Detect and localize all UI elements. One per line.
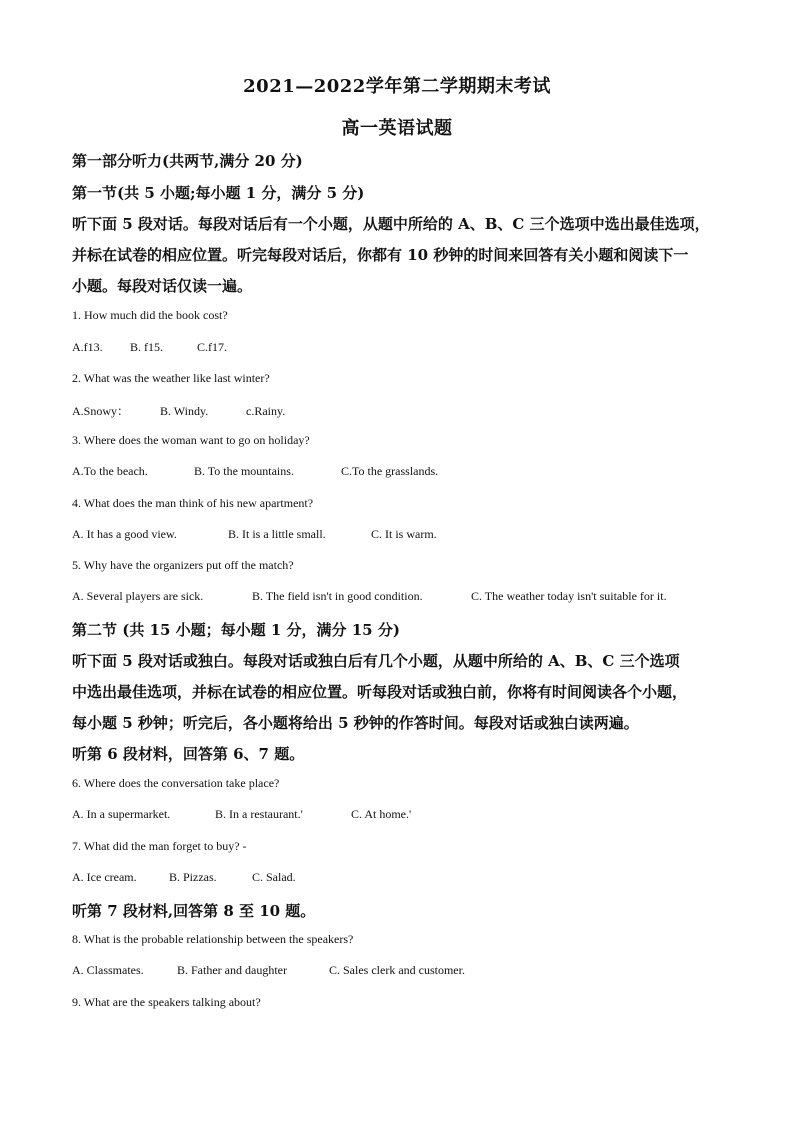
question-text: 1. How much did the book cost? [72,308,228,322]
question-text: 8. What is the probable relationship between the speakers? [72,932,354,946]
question-options [72,870,296,885]
question-text: 2. What was the weather like last winter? [72,371,270,385]
question-text: 7. What did the man forget to buy? - [72,839,247,853]
question-options [72,963,465,978]
section2-instruction-line: 每小题 5 秒钟；听完后，各小题将给出 5 秒钟的作答时间。每段对话或独白读两遍。 [72,714,639,732]
question-text: 6. Where does the conversation take place? [72,776,280,790]
option-c: C. Salad. [252,870,296,884]
option-c: c.Rainy. [246,404,286,418]
option-b: B. It is a little small. [228,527,326,541]
option-a: A. Several players are sick. [72,589,204,603]
section2-heading: 第二节 (共 15 小题；每小题 1 分，满分 15 分) [72,621,400,639]
option-c: C. Sales clerk and customer. [329,963,465,977]
option-a: A. It has a good view. [72,527,177,541]
option-a: A.f13. [72,340,103,354]
question-text: 5. Why have the organizers put off the match? [72,558,294,572]
option-c: C. The weather today isn't suitable for it. [471,589,667,603]
question-options [72,807,411,822]
section1-heading: 第一节(共 5 小题;每小题 1 分，满分 5 分) [72,184,365,202]
subject-title: 高一英语试题 [341,118,453,139]
question-options [72,464,438,479]
option-a: A.Snowy： [72,404,130,418]
option-c: C.f17. [197,340,227,354]
question-options [72,527,437,542]
question-options [72,402,285,419]
option-c: C. At home.' [351,807,412,821]
section1-instruction-line: 小题。每段对话仅读一遍。 [72,277,253,295]
option-a: A.To the beach. [72,464,148,478]
section2-instruction-line: 听下面 5 段对话或独白。每段对话或独白后有几个小题，从题中所给的 A、B、C 三个选项 [72,652,680,670]
option-c: C. It is warm. [371,527,437,541]
material6-heading: 听第 6 段材料，回答第 6、7 题。 [72,745,305,763]
section1-instruction-line: 并标在试卷的相应位置。听完每段对话后，你都有 10 秒钟的时间来回答有关小题和阅读下一 [72,246,689,264]
question-text: 9. What are the speakers talking about? [72,995,261,1009]
material7-heading: 听第 7 段材料,回答第 8 至 10 题。 [72,902,316,920]
option-a: A. In a supermarket. [72,807,171,821]
part1-heading: 第一部分听力(共两节,满分 20 分) [72,152,303,170]
question-options [72,340,227,355]
section1-instruction-line: 听下面 5 段对话。每段对话后有一个小题，从题中所给的 A、B、C 三个选项中选出最佳选项， [72,215,710,233]
question-options [72,589,667,604]
option-b: B. Windy. [160,404,209,418]
option-b: B. The field isn't in good condition. [252,589,423,603]
option-b: B. Father and daughter [177,963,287,977]
option-b: B. f15. [130,340,163,354]
exam-title: 2021—2022学年第二学期期末考试 [243,76,551,97]
question-text: 3. Where does the woman want to go on holiday? [72,433,310,447]
option-c: C.To the grasslands. [341,464,439,478]
option-a: A. Classmates. [72,963,144,977]
question-text: 4. What does the man think of his new apartment? [72,496,314,510]
option-b: B. To the mountains. [194,464,294,478]
section2-instruction-line: 中选出最佳选项，并标在试卷的相应位置。听每段对话或独白前，你将有时间阅读各个小题， [72,683,688,701]
option-b: B. Pizzas. [169,870,217,884]
option-a: A. Ice cream. [72,870,137,884]
option-b: B. In a restaurant.' [215,807,303,821]
